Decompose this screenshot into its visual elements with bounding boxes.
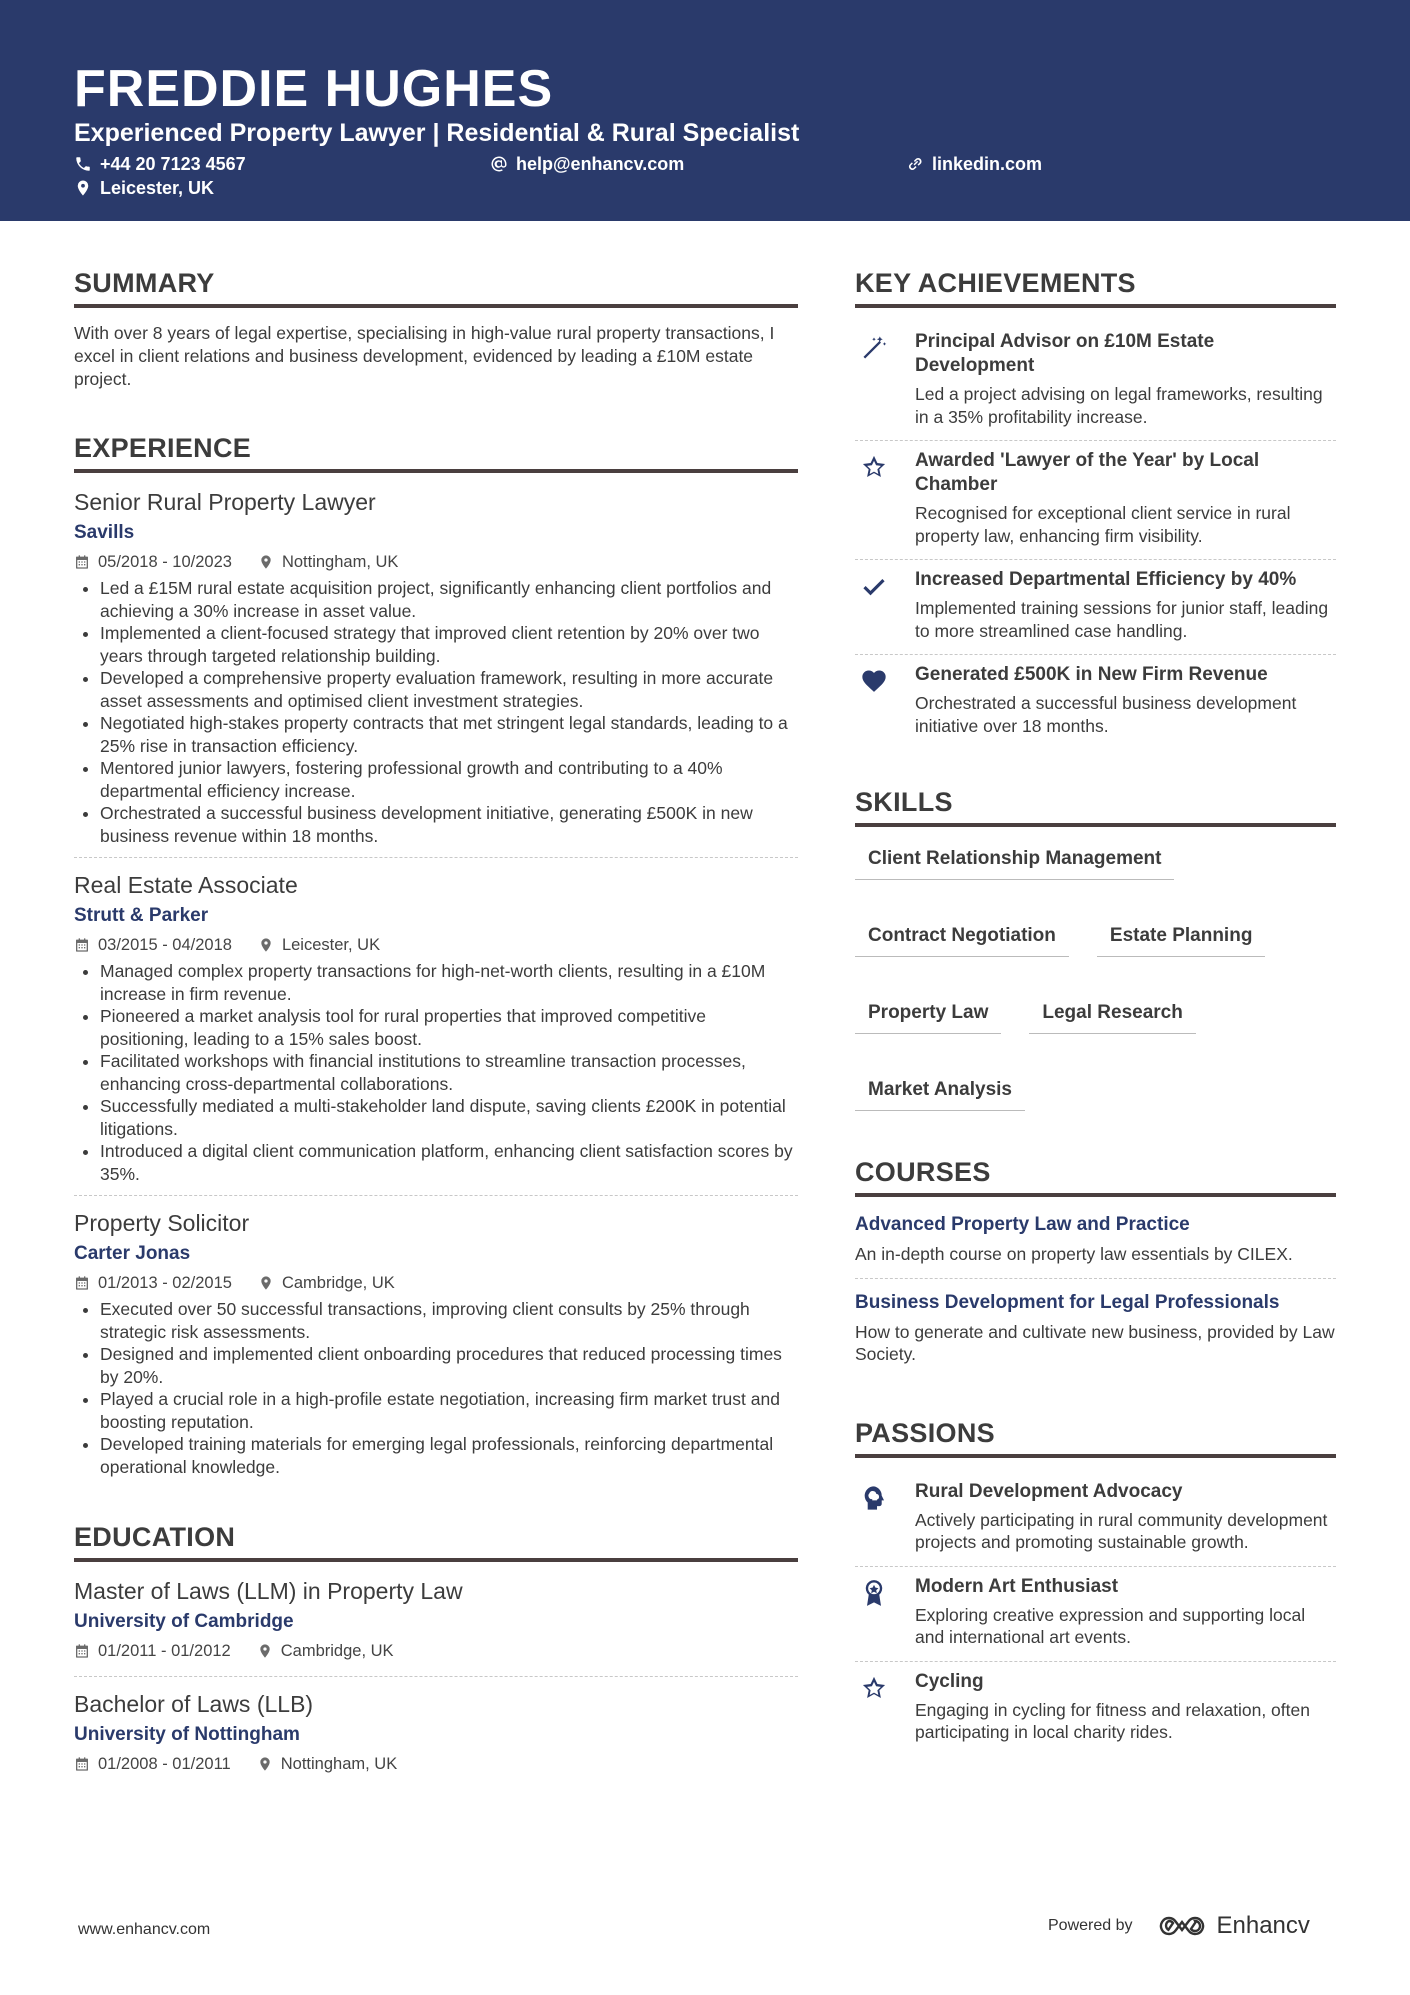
job-location: Cambridge, UK: [281, 1274, 395, 1292]
skill-tag: Contract Negotiation: [855, 924, 1069, 957]
skills-heading: SKILLS: [855, 785, 1336, 827]
location-pin-icon: [258, 1275, 274, 1291]
education-heading: EDUCATION: [74, 1520, 798, 1562]
education-location: Cambridge, UK: [280, 1642, 394, 1660]
checkmark-icon: [860, 572, 888, 600]
education-entry: [74, 1689, 798, 1789]
job-meta: [74, 934, 798, 956]
magic-wand-icon: [860, 334, 888, 362]
achievements-heading: KEY ACHIEVEMENTS: [855, 266, 1336, 308]
company-name: Savills: [74, 522, 135, 543]
skill-tag: Estate Planning: [1097, 924, 1266, 957]
passions-heading: PASSIONS: [855, 1416, 1336, 1458]
summary-heading: SUMMARY: [74, 266, 798, 308]
achievement-item: [855, 560, 1336, 655]
course-description: An in-depth course on property law essentials by CILEX.: [855, 1244, 1293, 1264]
course-item: [855, 1211, 1336, 1279]
location-text: Leicester, UK: [100, 178, 215, 198]
passion-title: Cycling: [915, 1670, 984, 1692]
location-pin-icon: [258, 554, 274, 570]
job-bullets: [74, 577, 798, 847]
achievement-description: Led a project advising on legal frameworks, resulting in a 35% profitability increase.: [915, 384, 1323, 427]
degree-title: Bachelor of Laws (LLB): [74, 1691, 314, 1717]
achievement-title: Awarded 'Lawyer of the Year' by Local Chamber: [915, 450, 1260, 495]
course-description: How to generate and cultivate new business, provided by Law Society.: [855, 1321, 1335, 1364]
education-section: [74, 1520, 798, 1789]
job-meta: [74, 551, 798, 573]
education-location: Nottingham, UK: [280, 1755, 398, 1773]
job-dates: 01/2013 - 02/2015: [98, 1274, 232, 1292]
left-column: [74, 266, 798, 1827]
education-entry: [74, 1576, 798, 1677]
job-bullets: [74, 960, 798, 1185]
linkedin-link[interactable]: linkedin.com: [932, 154, 1043, 174]
footer-website-link[interactable]: www.enhancv.com: [78, 1921, 211, 1938]
star-icon: [860, 453, 888, 481]
calendar-icon: [74, 554, 90, 570]
contact-email[interactable]: [490, 152, 684, 176]
experience-section: [74, 431, 798, 1488]
job-meta: [74, 1272, 798, 1294]
location-pin-icon: [74, 179, 92, 197]
right-column: [855, 266, 1336, 1794]
location-pin-icon: [257, 1756, 273, 1772]
company-name: Strutt & Parker: [74, 905, 209, 926]
summary-text: With over 8 years of legal expertise, specialising in high-value rural property transactions, I excel in client relations and business development, evidenced by leading a £10M estate project.: [74, 323, 775, 389]
job-location: Nottingham, UK: [281, 553, 399, 571]
candidate-name: FREDDIE HUGHES: [74, 60, 554, 118]
job-dates: 05/2018 - 10/2023: [98, 553, 232, 571]
skills-list: [855, 847, 1336, 1111]
bullet-item: • Negotiated high-stakes property contracts that met stringent legal standards, leading to a 25% rise in transaction efficiency.: [100, 712, 798, 757]
enhancv-logo-icon: [1159, 1914, 1205, 1938]
bullet-item: • Developed training materials for emerging legal professionals, reinforcing departmental operational knowledge.: [100, 1433, 798, 1478]
star-icon: [860, 1674, 888, 1702]
education-meta: [74, 1753, 798, 1775]
powered-by-text: Powered by: [1048, 1917, 1133, 1934]
achievement-item: [855, 322, 1336, 441]
achievement-item: [855, 441, 1336, 560]
bullet-item: • Played a crucial role in a high-profile estate negotiation, increasing firm market trust and boosting reputation.: [100, 1388, 798, 1433]
passion-description: Exploring creative expression and supporting local and international art events.: [915, 1604, 1306, 1647]
passion-item: [855, 1567, 1336, 1662]
achievement-title: Principal Advisor on £10M Estate Development: [915, 331, 1215, 376]
skill-tag: Legal Research: [1029, 1001, 1195, 1034]
location-pin-icon: [258, 937, 274, 953]
achievement-title: Increased Departmental Efficiency by 40%: [915, 569, 1297, 590]
bullet-item: • Designed and implemented client onboarding procedures that reduced processing times by 20%.: [100, 1343, 798, 1388]
bullet-item: • Led a £15M rural estate acquisition project, significantly enhancing client portfolios and achieving a 30% increase in asset value.: [100, 577, 798, 622]
footer-branding: [1048, 1912, 1310, 1940]
company-name: Carter Jonas: [74, 1243, 191, 1264]
job-title: Senior Rural Property Lawyer: [74, 489, 376, 515]
achievement-title: Generated £500K in New Firm Revenue: [915, 664, 1268, 685]
degree-title: Master of Laws (LLM) in Property Law: [74, 1578, 463, 1604]
location-pin-icon: [257, 1643, 273, 1659]
passion-title: Modern Art Enthusiast: [915, 1575, 1119, 1597]
job-dates: 03/2015 - 04/2018: [98, 936, 232, 954]
courses-heading: COURSES: [855, 1155, 1336, 1197]
experience-heading: EXPERIENCE: [74, 431, 798, 473]
head-brain-icon: [860, 1484, 888, 1512]
resume-header: [0, 0, 1410, 221]
candidate-headline: Experienced Property Lawyer | Residential & Rural Specialist: [74, 119, 800, 147]
bullet-item: • Managed complex property transactions for high-net-worth clients, resulting in a £10M increase in firm revenue.: [100, 960, 798, 1005]
calendar-icon: [74, 937, 90, 953]
bullet-item: • Developed a comprehensive property evaluation framework, resulting in more accurate asset assessments and optimised client investment strategies.: [100, 667, 798, 712]
bullet-item: • Facilitated workshops with financial institutions to streamline transaction processes, enhancing cross-departmental collaborations.: [100, 1050, 798, 1095]
passion-title: Rural Development Advocacy: [915, 1480, 1183, 1502]
course-item: [855, 1289, 1336, 1378]
phone-text: +44 20 7123 4567: [100, 154, 246, 174]
bullet-item: • Orchestrated a successful business development initiative, generating £500K in new business revenue within 18 months.: [100, 802, 798, 847]
experience-entry: [74, 487, 798, 858]
brand-name: Enhancv: [1216, 1912, 1310, 1939]
bullet-item: • Mentored junior lawyers, fostering professional growth and contributing to a 40% departmental efficiency increase.: [100, 757, 798, 802]
passion-item: [855, 1662, 1336, 1756]
achievement-description: Recognised for exceptional client service in rural property law, enhancing firm visibility.: [915, 503, 1291, 546]
passion-description: Engaging in cycling for fitness and relaxation, often participating in local charity rides.: [915, 1699, 1310, 1742]
bullet-item: • Pioneered a market analysis tool for rural properties that improved competitive positioning, leading to a 15% sales boost.: [100, 1005, 798, 1050]
award-ribbon-icon: [860, 1579, 888, 1607]
achievement-item: [855, 655, 1336, 749]
bullet-item: • Introduced a digital client communication platform, enhancing client satisfaction scores by 35%.: [100, 1140, 798, 1185]
passions-section: [855, 1416, 1336, 1756]
course-title: Advanced Property Law and Practice: [855, 1214, 1190, 1235]
calendar-icon: [74, 1756, 90, 1772]
job-title: Real Estate Associate: [74, 872, 298, 898]
skills-section: [855, 785, 1336, 1111]
passion-item: [855, 1472, 1336, 1567]
bullet-item: • Executed over 50 successful transactions, improving client consults by 25% through strategic risk assessments.: [100, 1298, 798, 1343]
bullet-item: • Successfully mediated a multi-stakeholder land dispute, saving clients £200K in potential litigations.: [100, 1095, 798, 1140]
at-sign-icon: [490, 155, 508, 173]
calendar-icon: [74, 1275, 90, 1291]
phone-icon: [74, 155, 92, 173]
contact-linkedin[interactable]: [906, 152, 1042, 176]
school-name: University of Nottingham: [74, 1724, 300, 1745]
education-dates: 01/2008 - 01/2011: [98, 1755, 231, 1773]
skill-tag: Market Analysis: [855, 1078, 1025, 1111]
contact-location: [74, 176, 214, 200]
achievements-section: [855, 266, 1336, 749]
education-meta: [74, 1640, 798, 1662]
experience-entry: [74, 1208, 798, 1488]
heart-icon: [860, 667, 888, 695]
achievement-description: Implemented training sessions for junior staff, leading to more streamlined case handling.: [915, 598, 1329, 641]
course-title: Business Development for Legal Professionals: [855, 1291, 1280, 1313]
email-link[interactable]: help@enhancv.com: [516, 154, 685, 174]
skill-tag: Property Law: [855, 1001, 1001, 1034]
experience-entry: [74, 870, 798, 1196]
achievement-description: Orchestrated a successful business development initiative over 18 months.: [915, 693, 1297, 736]
courses-section: [855, 1155, 1336, 1378]
contact-phone: [74, 152, 246, 176]
bullet-item: • Implemented a client-focused strategy that improved client retention by 20% over two years through targeted relationship building.: [100, 622, 798, 667]
education-dates: 01/2011 - 01/2012: [98, 1642, 231, 1660]
school-name: University of Cambridge: [74, 1611, 294, 1632]
job-location: Leicester, UK: [281, 936, 381, 954]
job-bullets: [74, 1298, 798, 1478]
passion-description: Actively participating in rural community development projects and promoting sustainable growth.: [915, 1509, 1328, 1552]
job-title: Property Solicitor: [74, 1210, 250, 1236]
brand-logo[interactable]: [1159, 1912, 1310, 1940]
calendar-icon: [74, 1643, 90, 1659]
skill-tag: Client Relationship Management: [855, 847, 1174, 880]
link-icon: [906, 155, 924, 173]
summary-section: [74, 266, 798, 391]
